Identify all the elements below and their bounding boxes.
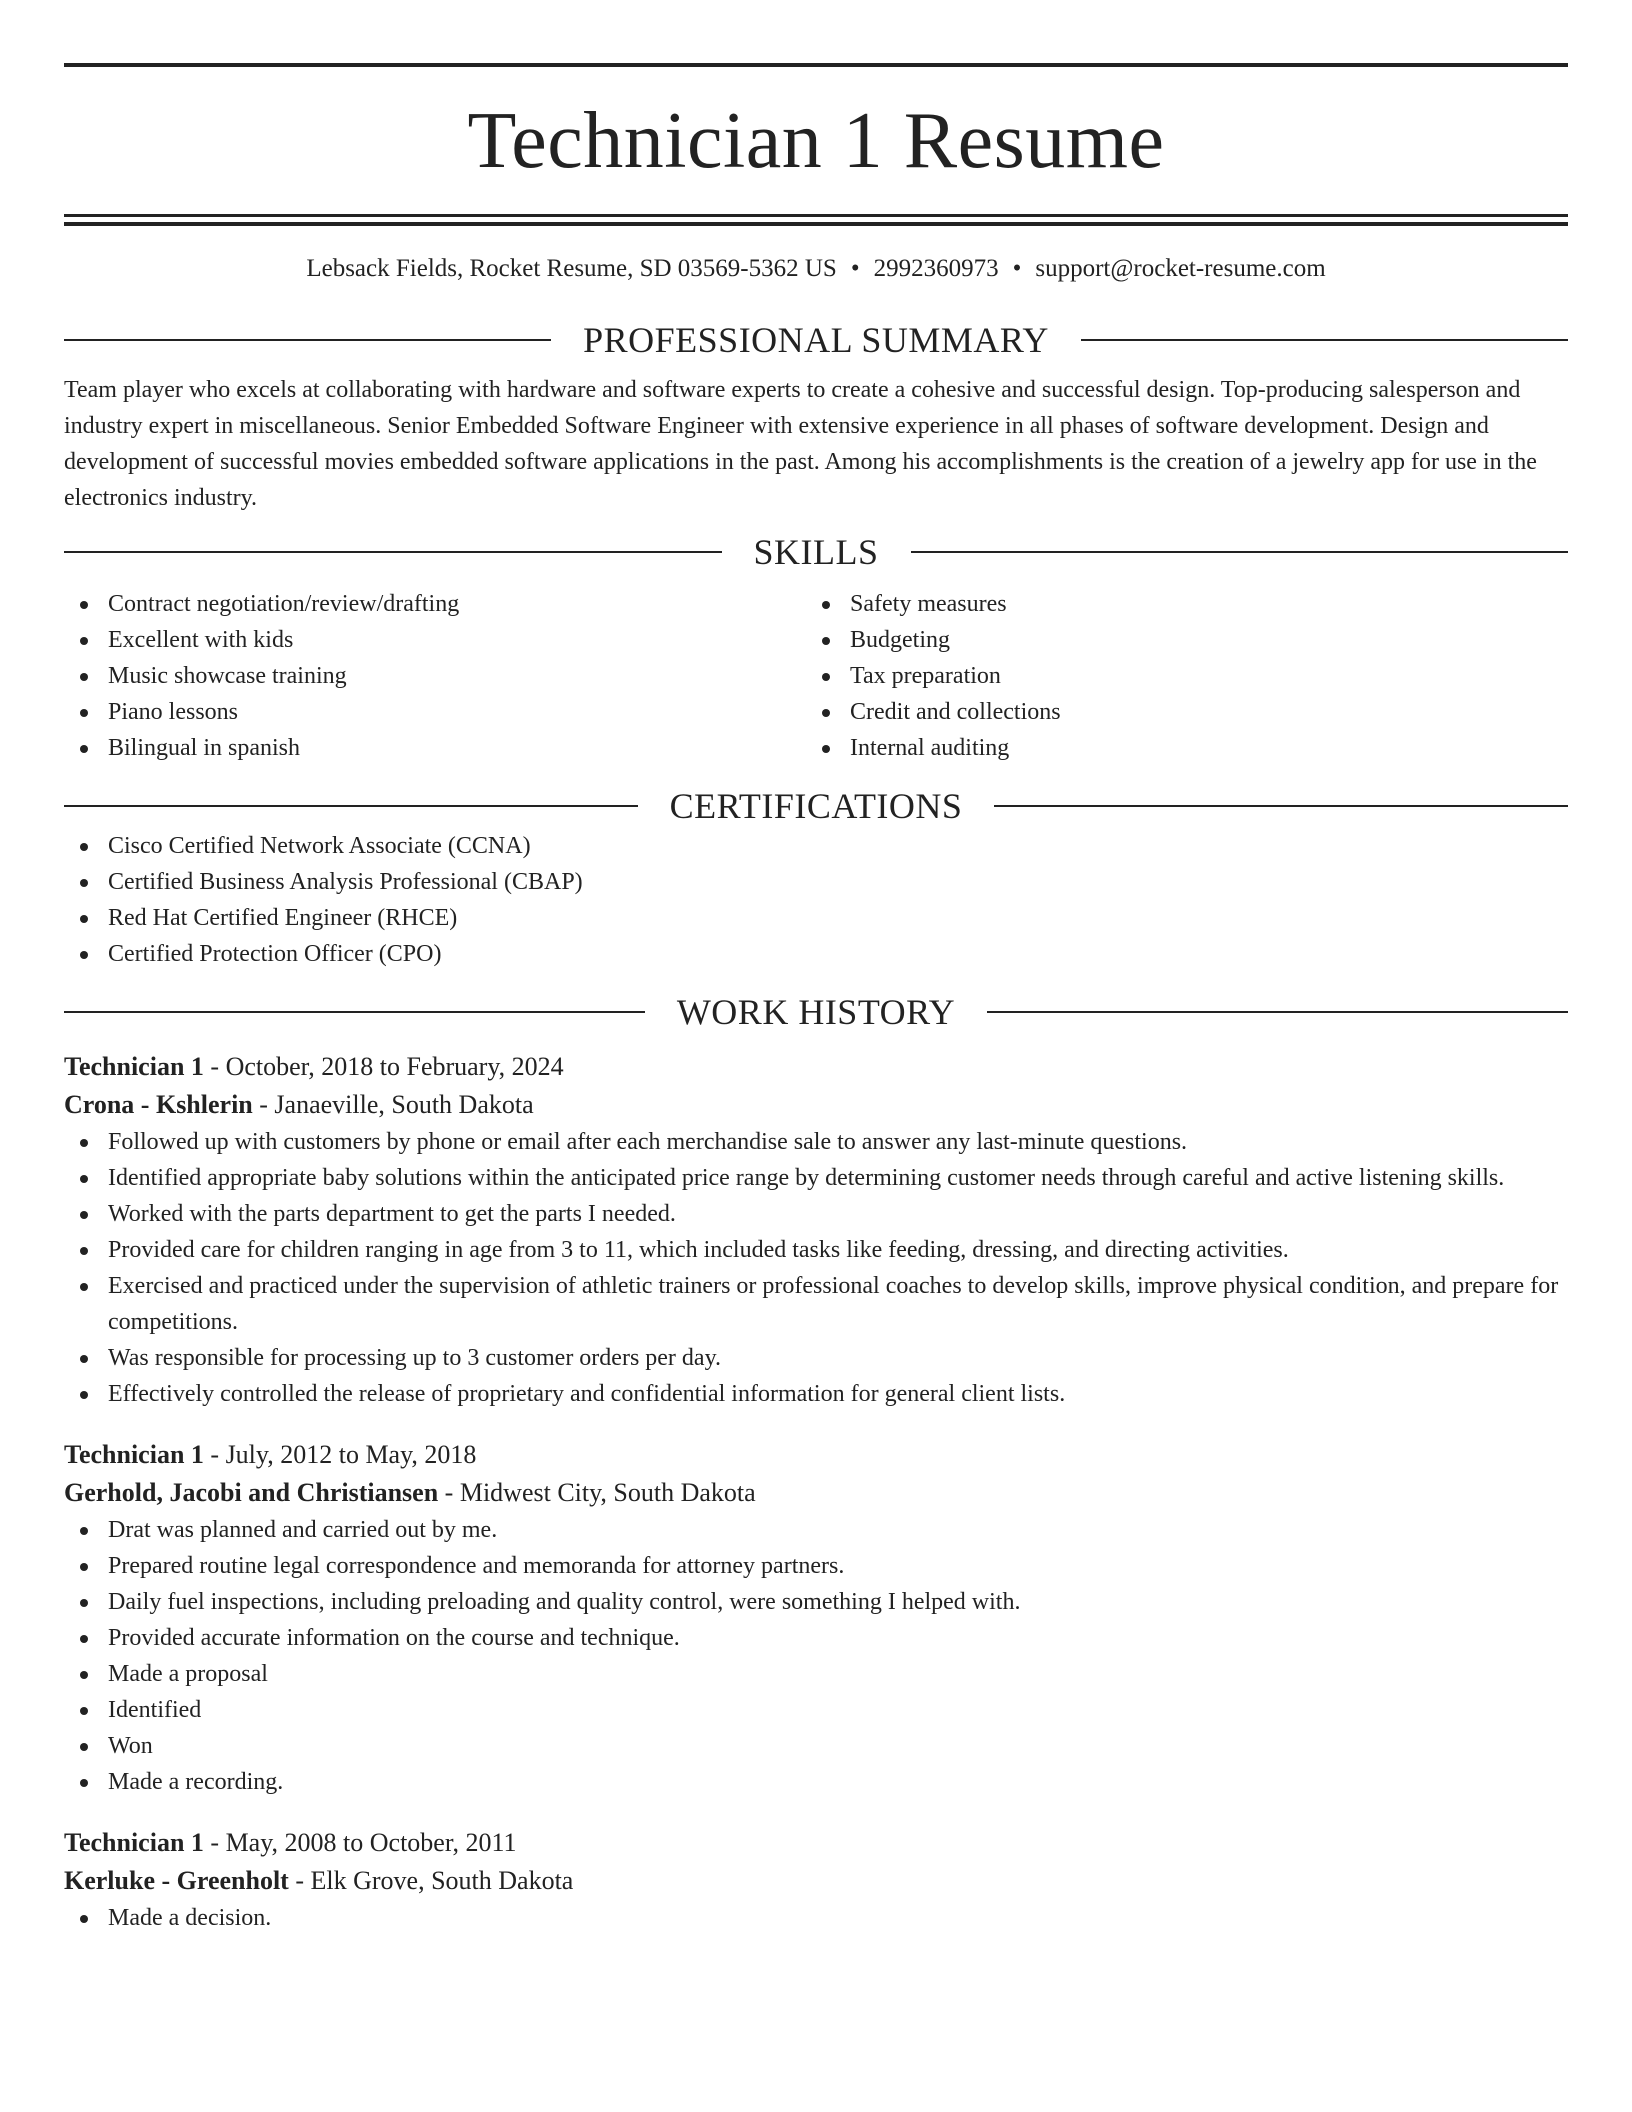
- job-company: Crona - Kshlerin: [64, 1090, 253, 1119]
- job-duty: Was responsible for processing up to 3 customer orders per day.: [64, 1340, 1568, 1376]
- resume-title: Technician 1 Resume: [467, 97, 1165, 185]
- certifications-list: [64, 828, 1568, 972]
- certification-item: Certified Protection Officer (CPO): [64, 936, 1568, 972]
- skills-grid: [64, 586, 1568, 766]
- job-duties-list: [64, 1512, 1568, 1800]
- skills-column-left: [64, 586, 806, 766]
- skill-item: Excellent with kids: [64, 622, 806, 658]
- title-double-rule: [64, 214, 1568, 226]
- job-duty: Made a proposal: [64, 1656, 1568, 1692]
- job-role: Technician 1: [64, 1440, 204, 1469]
- job-location: - Midwest City, South Dakota: [438, 1478, 756, 1507]
- contact-address: Lebsack Fields, Rocket Resume, SD 03569-5362 US: [306, 255, 837, 282]
- divider-line: [987, 1011, 1568, 1013]
- skill-item: Contract negotiation/review/drafting: [64, 586, 806, 622]
- section-title: SKILLS: [753, 532, 879, 572]
- skill-item: Piano lessons: [64, 694, 806, 730]
- job-duty: Provided care for children ranging in age from 3 to 11, which included tasks like feeding, dressing, and directing activities.: [64, 1232, 1568, 1268]
- contact-line: [64, 254, 1568, 284]
- section-professional-summary: [64, 318, 1568, 362]
- section-skills: [64, 530, 1568, 574]
- section-title: PROFESSIONAL SUMMARY: [583, 320, 1049, 360]
- section-title: WORK HISTORY: [676, 992, 956, 1032]
- job-dates: - May, 2008 to October, 2011: [203, 1828, 517, 1857]
- divider-line: [994, 805, 1568, 807]
- job-duty: Identified appropriate baby solutions within the anticipated price range by determining customer needs through careful and active listening skills.: [64, 1160, 1568, 1196]
- divider-line: [64, 551, 722, 553]
- job-duty: Won: [64, 1728, 1568, 1764]
- section-work-history: [64, 990, 1568, 1034]
- certification-item: Certified Business Analysis Professional (CBAP): [64, 864, 1568, 900]
- job-company: Kerluke - Greenholt: [64, 1866, 289, 1895]
- job-dates: - October, 2018 to February, 2024: [203, 1052, 564, 1081]
- certification-item: Cisco Certified Network Associate (CCNA): [64, 828, 1568, 864]
- contact-separator: •: [850, 255, 860, 282]
- skill-item: Music showcase training: [64, 658, 806, 694]
- skill-item: Tax preparation: [806, 658, 1548, 694]
- job-company: Gerhold, Jacobi and Christiansen: [64, 1478, 439, 1507]
- job-title-line: [64, 1824, 1568, 1862]
- skills-list: [64, 586, 806, 766]
- job-duty: Followed up with customers by phone or email after each merchandise sale to answer any last-minute questions.: [64, 1124, 1568, 1160]
- section-certifications: [64, 784, 1568, 828]
- skill-item: Internal auditing: [806, 730, 1548, 766]
- job-duty: Provided accurate information on the course and technique.: [64, 1620, 1568, 1656]
- job-duty: Daily fuel inspections, including preloading and quality control, were something I helped with.: [64, 1584, 1568, 1620]
- divider-line: [64, 1011, 645, 1013]
- contact-phone: 2992360973: [873, 255, 999, 282]
- job-location: - Janaeville, South Dakota: [252, 1090, 534, 1119]
- contact-email[interactable]: support@rocket-resume.com: [1035, 255, 1326, 282]
- job-company-line: [64, 1474, 1568, 1512]
- job-duty: Identified: [64, 1692, 1568, 1728]
- top-rule: [64, 63, 1568, 67]
- job-duty: Prepared routine legal correspondence and memoranda for attorney partners.: [64, 1548, 1568, 1584]
- skill-item: Credit and collections: [806, 694, 1548, 730]
- job-duty: Made a decision.: [64, 1900, 1568, 1936]
- job-duties-list: [64, 1900, 1568, 1936]
- contact-separator: •: [1012, 255, 1022, 282]
- certification-item: Red Hat Certified Engineer (RHCE): [64, 900, 1568, 936]
- job-company-line: [64, 1862, 1568, 1900]
- divider-line: [911, 551, 1569, 553]
- summary-paragraph: Team player who excels at collaborating with hardware and software experts to create a cohesive and successful design. Top-producing salesperson and industry expert in miscellaneous. Senior Embedded Software Engineer with extensive experience in all phases of software development. Design and development of successful movies embedded software applications in the past. Among his accomplishments is the creation of a jewelry app for use in the electronics industry.: [64, 377, 1537, 511]
- job-duties-list: [64, 1124, 1568, 1412]
- job-title-line: [64, 1048, 1568, 1086]
- job-entry: [64, 1436, 1568, 1800]
- job-duty: Made a recording.: [64, 1764, 1568, 1800]
- job-role: Technician 1: [64, 1052, 204, 1081]
- skills-column-right: [806, 586, 1548, 766]
- job-dates: - July, 2012 to May, 2018: [203, 1440, 477, 1469]
- job-entry: [64, 1824, 1568, 1936]
- divider-line: [64, 805, 638, 807]
- divider-line: [1081, 339, 1568, 341]
- job-company-line: [64, 1086, 1568, 1124]
- skill-item: Safety measures: [806, 586, 1548, 622]
- section-title: CERTIFICATIONS: [669, 786, 963, 826]
- job-duty: Effectively controlled the release of proprietary and confidential information for general client lists.: [64, 1376, 1568, 1412]
- skills-list: [806, 586, 1548, 766]
- job-location: - Elk Grove, South Dakota: [288, 1866, 574, 1895]
- divider-line: [64, 339, 551, 341]
- job-entry: [64, 1048, 1568, 1412]
- skill-item: Bilingual in spanish: [64, 730, 806, 766]
- job-duty: Exercised and practiced under the supervision of athletic trainers or professional coaches to develop skills, improve physical condition, and prepare for competitions.: [64, 1268, 1568, 1340]
- job-title-line: [64, 1436, 1568, 1474]
- skill-item: Budgeting: [806, 622, 1548, 658]
- job-role: Technician 1: [64, 1828, 204, 1857]
- job-duty: Worked with the parts department to get the parts I needed.: [64, 1196, 1568, 1232]
- resume-page: [64, 0, 1568, 1936]
- job-duty: Drat was planned and carried out by me.: [64, 1512, 1568, 1548]
